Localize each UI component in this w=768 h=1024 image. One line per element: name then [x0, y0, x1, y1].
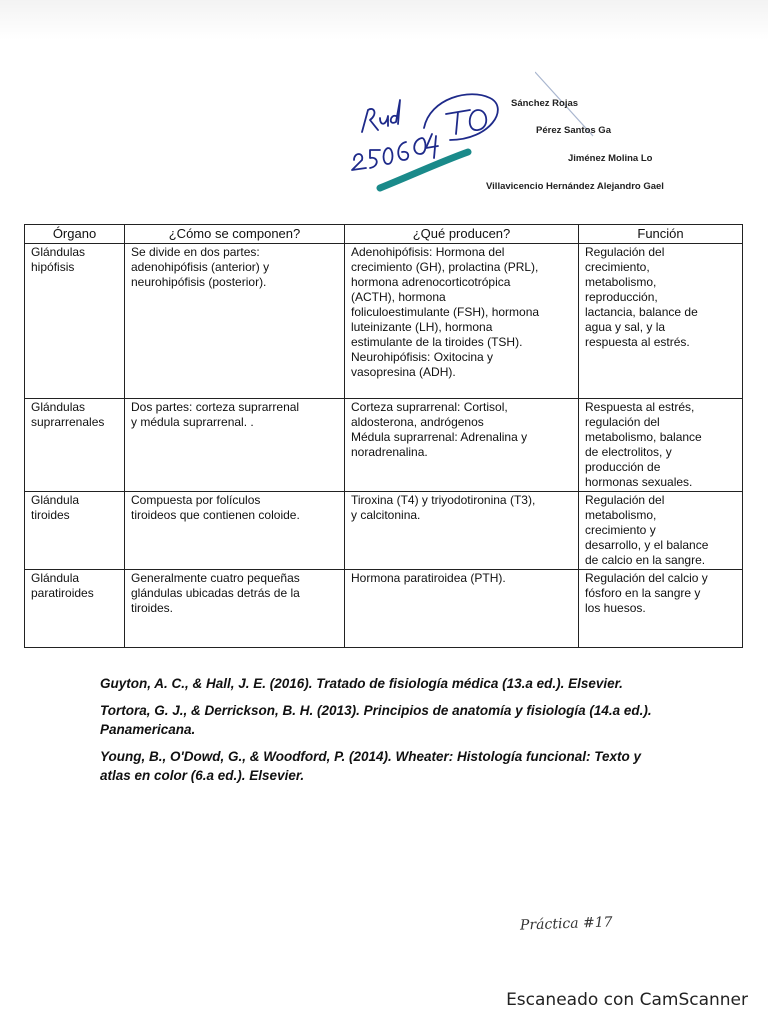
cell-line: fósforo en la sangre y: [585, 586, 701, 600]
cell-line: Respuesta al estrés,: [585, 400, 695, 414]
cell-line: crecimiento,: [585, 260, 650, 274]
cell-line: Hormona paratiroidea (PTH).: [351, 571, 506, 585]
glands-table: [24, 224, 743, 648]
organ-cell: [25, 492, 125, 570]
cell-line: respuesta al estrés.: [585, 335, 690, 349]
header-composition: ¿Cómo se componen?: [125, 225, 345, 244]
cell-line: metabolismo, balance: [585, 430, 702, 444]
cell-line: crecimiento y: [585, 523, 656, 537]
cell-line: Regulación del calcio y: [585, 571, 708, 585]
table-row: [25, 492, 743, 570]
function-cell: [579, 492, 743, 570]
cell-line: Generalmente cuatro pequeñas: [131, 571, 300, 585]
author-3: Jiménez Molina Lo: [568, 153, 653, 164]
cell-line: Compuesta por folículos: [131, 493, 261, 507]
cell-line: reproducción,: [585, 290, 658, 304]
cell-line: hipófisis: [31, 260, 75, 274]
cell-line: tiroideos que contienen coloide.: [131, 508, 300, 522]
cell-line: luteinizante (LH), hormona: [351, 320, 493, 334]
composition-cell: [125, 244, 345, 399]
cell-line: Regulación del: [585, 493, 665, 507]
header-produce: ¿Qué producen?: [345, 225, 579, 244]
cell-line: Dos partes: corteza suprarrenal: [131, 400, 300, 414]
function-cell: [579, 244, 743, 399]
composition-cell: [125, 570, 345, 648]
table-row: [25, 570, 743, 648]
cell-line: desarrollo, y el balance: [585, 538, 709, 552]
cell-line: Glándulas: [31, 400, 86, 414]
reference-item: Tortora, G. J., & Derrickson, B. H. (2013). Principios de anatomía y fisiología (14.a ed.). Panamericana.: [100, 703, 652, 737]
cell-line: hormona adrenocorticotrópica: [351, 275, 511, 289]
reference-item: Young, B., O'Dowd, G., & Woodford, P. (2014). Wheater: Histología funcional: Texto y atlas en color (6.a ed.). Elsevier.: [100, 749, 641, 783]
references: [100, 674, 672, 793]
cell-line: Tiroxina (T4) y triyodotironina (T3),: [351, 493, 536, 507]
organ-cell: [25, 244, 125, 399]
produce-cell: [345, 399, 579, 492]
cell-line: agua y sal, y la: [585, 320, 666, 334]
cell-line: Médula suprarrenal: Adrenalina y: [351, 430, 528, 444]
cell-line: glándulas ubicadas detrás de la: [131, 586, 300, 600]
cell-line: metabolismo,: [585, 508, 657, 522]
organ-cell: [25, 399, 125, 492]
header-function: Función: [579, 225, 743, 244]
cell-line: y médula suprarrenal. .: [131, 415, 254, 429]
cell-line: aldosterona, andrógenos: [351, 415, 484, 429]
produce-cell: [345, 244, 579, 399]
author-1: Sánchez Rojas: [511, 98, 579, 109]
cell-line: foliculoestimulante (FSH), hormona: [351, 305, 540, 319]
composition-cell: [125, 399, 345, 492]
cell-line: Glándulas: [31, 245, 86, 259]
cell-line: (ACTH), hormona: [351, 290, 446, 304]
table-header-row: [25, 225, 743, 244]
cell-line: los huesos.: [585, 601, 646, 615]
produce-cell: [345, 570, 579, 648]
cell-line: tiroides: [31, 508, 70, 522]
cell-line: producción de: [585, 460, 661, 474]
cell-line: noradrenalina.: [351, 445, 428, 459]
cell-line: paratiroides: [31, 586, 94, 600]
cell-line: Corteza suprarrenal: Cortisol,: [351, 400, 508, 414]
header-organ: Órgano: [25, 225, 125, 244]
cell-line: Adenohipófisis: Hormona del: [351, 245, 505, 259]
cell-line: vasopresina (ADH).: [351, 365, 456, 379]
scan-edge-shade: [0, 0, 768, 40]
organ-cell: [25, 570, 125, 648]
cell-line: regulación del: [585, 415, 660, 429]
author-4: Villavicencio Hernández Alejandro Gael: [486, 181, 664, 192]
composition-cell: [125, 492, 345, 570]
cell-line: suprarrenales: [31, 415, 105, 429]
table-row: [25, 399, 743, 492]
cell-line: lactancia, balance de: [585, 305, 698, 319]
cell-line: Glándula: [31, 493, 80, 507]
table-row: [25, 244, 743, 399]
cell-line: Neurohipófisis: Oxitocina y: [351, 350, 494, 364]
cell-line: crecimiento (GH), prolactina (PRL),: [351, 260, 539, 274]
cell-line: Glándula: [31, 571, 80, 585]
produce-cell: [345, 492, 579, 570]
cell-line: estimulante de la tiroides (TSH).: [351, 335, 523, 349]
cell-line: de electrolitos, y: [585, 445, 672, 459]
author-2: Pérez Santos Ga: [536, 125, 611, 136]
cell-line: de calcio en la sangre.: [585, 553, 706, 567]
cell-line: y calcitonina.: [351, 508, 421, 522]
cell-line: Regulación del: [585, 245, 665, 259]
reference-item: Guyton, A. C., & Hall, J. E. (2016). Tratado de fisiología médica (13.a ed.). Elsevier.: [100, 676, 623, 691]
function-cell: [579, 399, 743, 492]
function-cell: [579, 570, 743, 648]
cell-line: Se divide en dos partes:: [131, 245, 260, 259]
camscanner-watermark: Escaneado con CamScanner: [506, 990, 748, 1010]
cell-line: neurohipófisis (posterior).: [131, 275, 267, 289]
handwritten-practice-note: Práctica #17: [519, 914, 613, 934]
cell-line: adenohipófisis (anterior) y: [131, 260, 270, 274]
cell-line: tiroides.: [131, 601, 174, 615]
cell-line: metabolismo,: [585, 275, 657, 289]
cell-line: hormonas sexuales.: [585, 475, 693, 489]
